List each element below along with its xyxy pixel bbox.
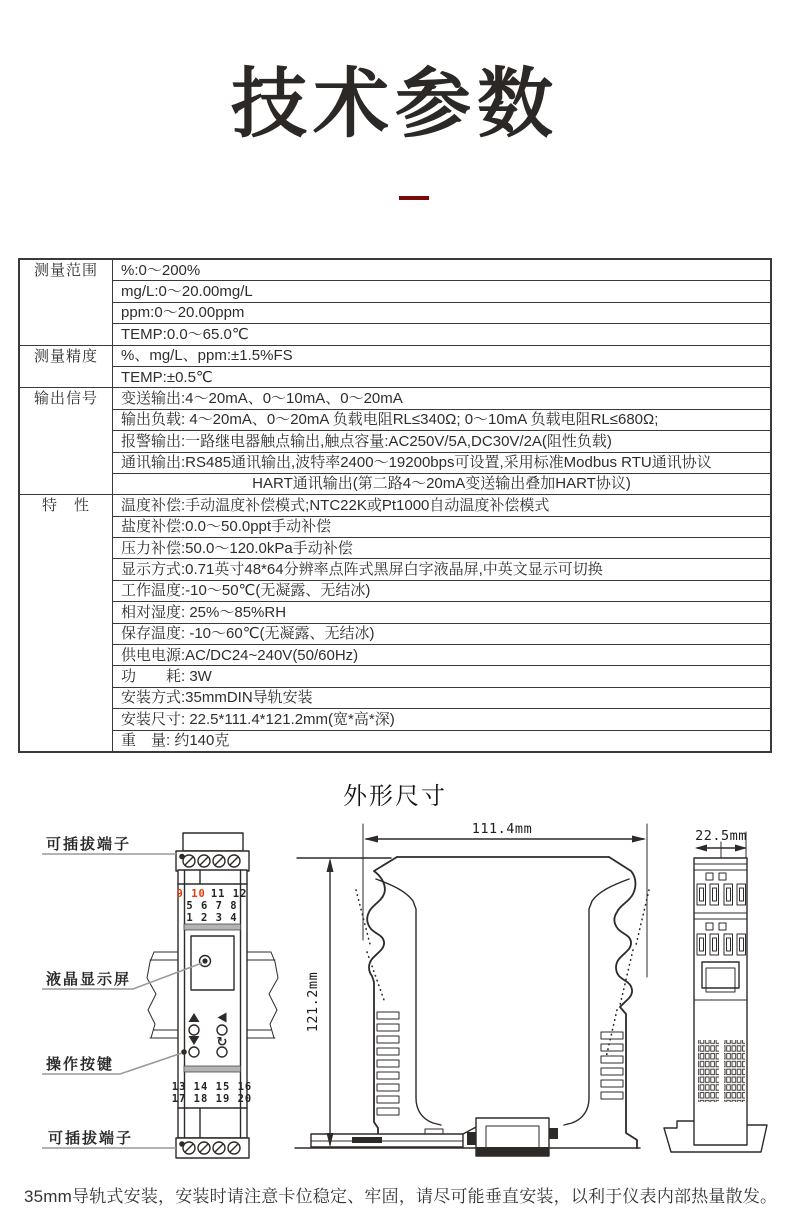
spec-value: 安装方式:35mmDIN导轨安装 — [113, 687, 772, 708]
spec-value: 保存温度: -10～60℃(无凝露、无结冰) — [113, 623, 772, 644]
table-row — [19, 345, 771, 366]
label-terminal-bottom: 可插拔端子 — [48, 1130, 134, 1147]
table-row — [19, 709, 771, 730]
spec-table — [18, 258, 772, 753]
spec-value: 重 量: 约140克 — [113, 730, 772, 752]
terminal-numbers-row4: 13 14 15 16 — [171, 1081, 253, 1093]
spec-value: 相对湿度: 25%～85%RH — [113, 602, 772, 623]
table-row — [19, 324, 771, 345]
spec-value: 安装尺寸: 22.5*111.4*121.2mm(宽*高*深) — [113, 709, 772, 730]
spec-value: 变送输出:4～20mA、0～10mA、0～20mA — [113, 388, 772, 409]
terminal-numbers-row5: 17 18 19 20 — [171, 1093, 253, 1105]
label-buttons: 操作按键 — [46, 1056, 115, 1073]
spec-value: TEMP:±0.5℃ — [113, 366, 772, 387]
dimension-drawing — [0, 815, 790, 1167]
table-row — [19, 473, 771, 494]
front-view-drawing — [147, 833, 278, 1158]
table-row — [19, 452, 771, 473]
spec-value: 功 耗: 3W — [113, 666, 772, 687]
table-row — [19, 495, 771, 516]
spec-value: HART通讯输出(第二路4～20mA变送输出叠加HART协议) — [113, 473, 772, 494]
label-terminal-top: 可插拔端子 — [46, 836, 132, 853]
terminal-numbers-row3: 1 2 3 4 — [186, 912, 238, 924]
table-row — [19, 580, 771, 601]
page-title: 技术参数 — [231, 62, 559, 147]
table-row — [19, 259, 771, 281]
spec-value: %、mg/L、ppm:±1.5%FS — [113, 345, 772, 366]
spec-value: %:0～200% — [113, 259, 772, 281]
vent-slots — [377, 1012, 623, 1115]
table-row — [19, 730, 771, 752]
terminal-numbers-row2: 5 6 7 8 — [186, 900, 238, 912]
table-row — [19, 538, 771, 559]
table-row — [19, 602, 771, 623]
spec-value: 温度补偿:手动温度补偿模式;NTC22K或Pt1000自动温度补偿模式 — [113, 495, 772, 516]
table-row — [19, 666, 771, 687]
vent-grid — [724, 1040, 745, 1102]
side-view-drawing — [295, 821, 649, 1156]
dimensions-title: 外形尺寸 — [343, 783, 447, 810]
table-row — [19, 645, 771, 666]
spec-group-label: 特 性 — [19, 495, 113, 752]
cycle-arrow-icon: ↻ — [216, 1035, 228, 1050]
top-view-drawing — [664, 828, 767, 1152]
title-accent-dash — [399, 196, 429, 200]
spec-value: 供电电源:AC/DC24~240V(50/60Hz) — [113, 645, 772, 666]
spec-group-label: 输出信号 — [19, 388, 113, 495]
spec-group-label: 测量精度 — [19, 345, 113, 388]
vent-grid — [698, 1040, 719, 1102]
table-row — [19, 559, 771, 580]
label-lcd: 液晶显示屏 — [46, 971, 132, 988]
spec-value: 压力补偿:50.0～120.0kPa手动补偿 — [113, 538, 772, 559]
table-row — [19, 281, 771, 302]
height-dimension-label: 121.2mm — [305, 971, 321, 1033]
spec-value: mg/L:0～20.00mg/L — [113, 281, 772, 302]
spec-value: 工作温度:-10～50℃(无凝露、无结冰) — [113, 580, 772, 601]
depth-dimension-label: 22.5mm — [695, 828, 747, 844]
table-row — [19, 623, 771, 644]
table-row — [19, 366, 771, 387]
table-row — [19, 388, 771, 409]
table-row — [19, 516, 771, 537]
terminal-numbers-row1: 9 10 11 12 — [176, 888, 248, 900]
spec-value: ppm:0～20.00ppm — [113, 302, 772, 323]
spec-value: 通讯输出:RS485通讯输出,波特率2400～19200bps可设置,采用标准Modbus RTU通讯协议 — [113, 452, 772, 473]
table-row — [19, 687, 771, 708]
spec-value: 显示方式:0.71英寸48*64分辨率点阵式黑屏白字液晶屏,中英文显示可切换 — [113, 559, 772, 580]
table-row — [19, 302, 771, 323]
table-row — [19, 409, 771, 430]
table-row — [19, 431, 771, 452]
width-dimension-label: 111.4mm — [471, 821, 533, 837]
spec-value: TEMP:0.0～65.0℃ — [113, 324, 772, 345]
spec-group-label: 测量范围 — [19, 259, 113, 345]
spec-value: 盐度补偿:0.0～50.0ppt手动补偿 — [113, 516, 772, 537]
spec-value: 报警输出:一路继电器触点输出,触点容量:AC250V/5A,DC30V/2A(阻性负载) — [113, 431, 772, 452]
install-note: 35mm导轨式安装，安装时请注意卡位稳定、牢固，请尽可能垂直安装，以利于仪表内部热量散发。 — [24, 1187, 778, 1206]
spec-value: 输出负载: 4～20mA、0～20mA 负载电阻RL≤340Ω; 0～10mA 负载电阻RL≤680Ω; — [113, 409, 772, 430]
